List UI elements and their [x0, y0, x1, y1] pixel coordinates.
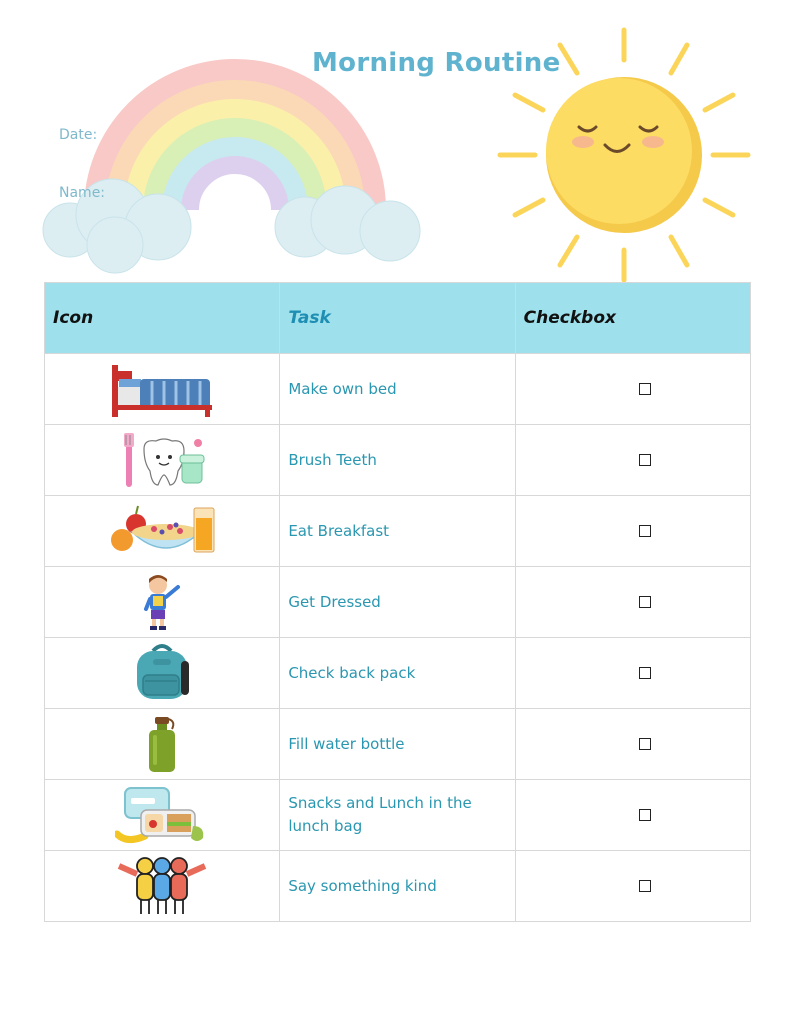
icon-cell — [45, 780, 280, 851]
icon-cell — [45, 354, 280, 425]
checkbox-cell — [515, 425, 750, 496]
task-text: Get Dressed — [280, 567, 515, 638]
bed-icon — [110, 361, 214, 417]
icon-cell — [45, 851, 280, 922]
task-checkbox[interactable] — [639, 383, 651, 395]
task-checkbox[interactable] — [639, 667, 651, 679]
table-header-row — [45, 283, 751, 354]
table-row — [45, 567, 751, 638]
checkbox-cell — [515, 567, 750, 638]
checkbox-cell — [515, 709, 750, 780]
page-title: Morning Routine — [312, 48, 561, 78]
icon-cell — [45, 567, 280, 638]
checkbox-cell — [515, 496, 750, 567]
task-checkbox[interactable] — [639, 880, 651, 892]
icon-cell — [45, 425, 280, 496]
column-header-icon: Icon — [45, 283, 280, 354]
friends-icon — [115, 856, 209, 916]
smiling-sun-icon — [495, 25, 755, 285]
task-text: Check back pack — [280, 638, 515, 709]
table-row — [45, 638, 751, 709]
table-row — [45, 425, 751, 496]
water-bottle-icon — [146, 715, 178, 773]
column-header-checkbox: Checkbox — [515, 283, 750, 354]
checkbox-cell — [515, 354, 750, 425]
table-row — [45, 709, 751, 780]
name-label: Name: — [59, 185, 106, 201]
lunchbox-icon — [115, 786, 209, 844]
boy-dressed-icon — [142, 573, 182, 631]
backpack-icon — [131, 643, 193, 703]
breakfast-icon — [108, 502, 216, 560]
checkbox-cell — [515, 851, 750, 922]
checkbox-cell — [515, 780, 750, 851]
task-text: Make own bed — [280, 354, 515, 425]
task-text: Fill water bottle — [280, 709, 515, 780]
task-checkbox[interactable] — [639, 525, 651, 537]
icon-cell — [45, 496, 280, 567]
icon-cell — [45, 709, 280, 780]
icon-cell — [45, 638, 280, 709]
routine-table — [44, 282, 751, 922]
table-row — [45, 354, 751, 425]
date-label: Date: — [59, 127, 98, 143]
task-text: Brush Teeth — [280, 425, 515, 496]
column-header-task: Task — [280, 283, 515, 354]
task-checkbox[interactable] — [639, 809, 651, 821]
table-row — [45, 851, 751, 922]
task-text: Say something kind — [280, 851, 515, 922]
task-checkbox[interactable] — [639, 596, 651, 608]
table-row — [45, 780, 751, 851]
table-row — [45, 496, 751, 567]
task-text: Snacks and Lunch in the lunch bag — [280, 780, 515, 851]
checkbox-cell — [515, 638, 750, 709]
task-text: Eat Breakfast — [280, 496, 515, 567]
toothbrush-icon — [114, 431, 210, 489]
task-checkbox[interactable] — [639, 738, 651, 750]
task-checkbox[interactable] — [639, 454, 651, 466]
